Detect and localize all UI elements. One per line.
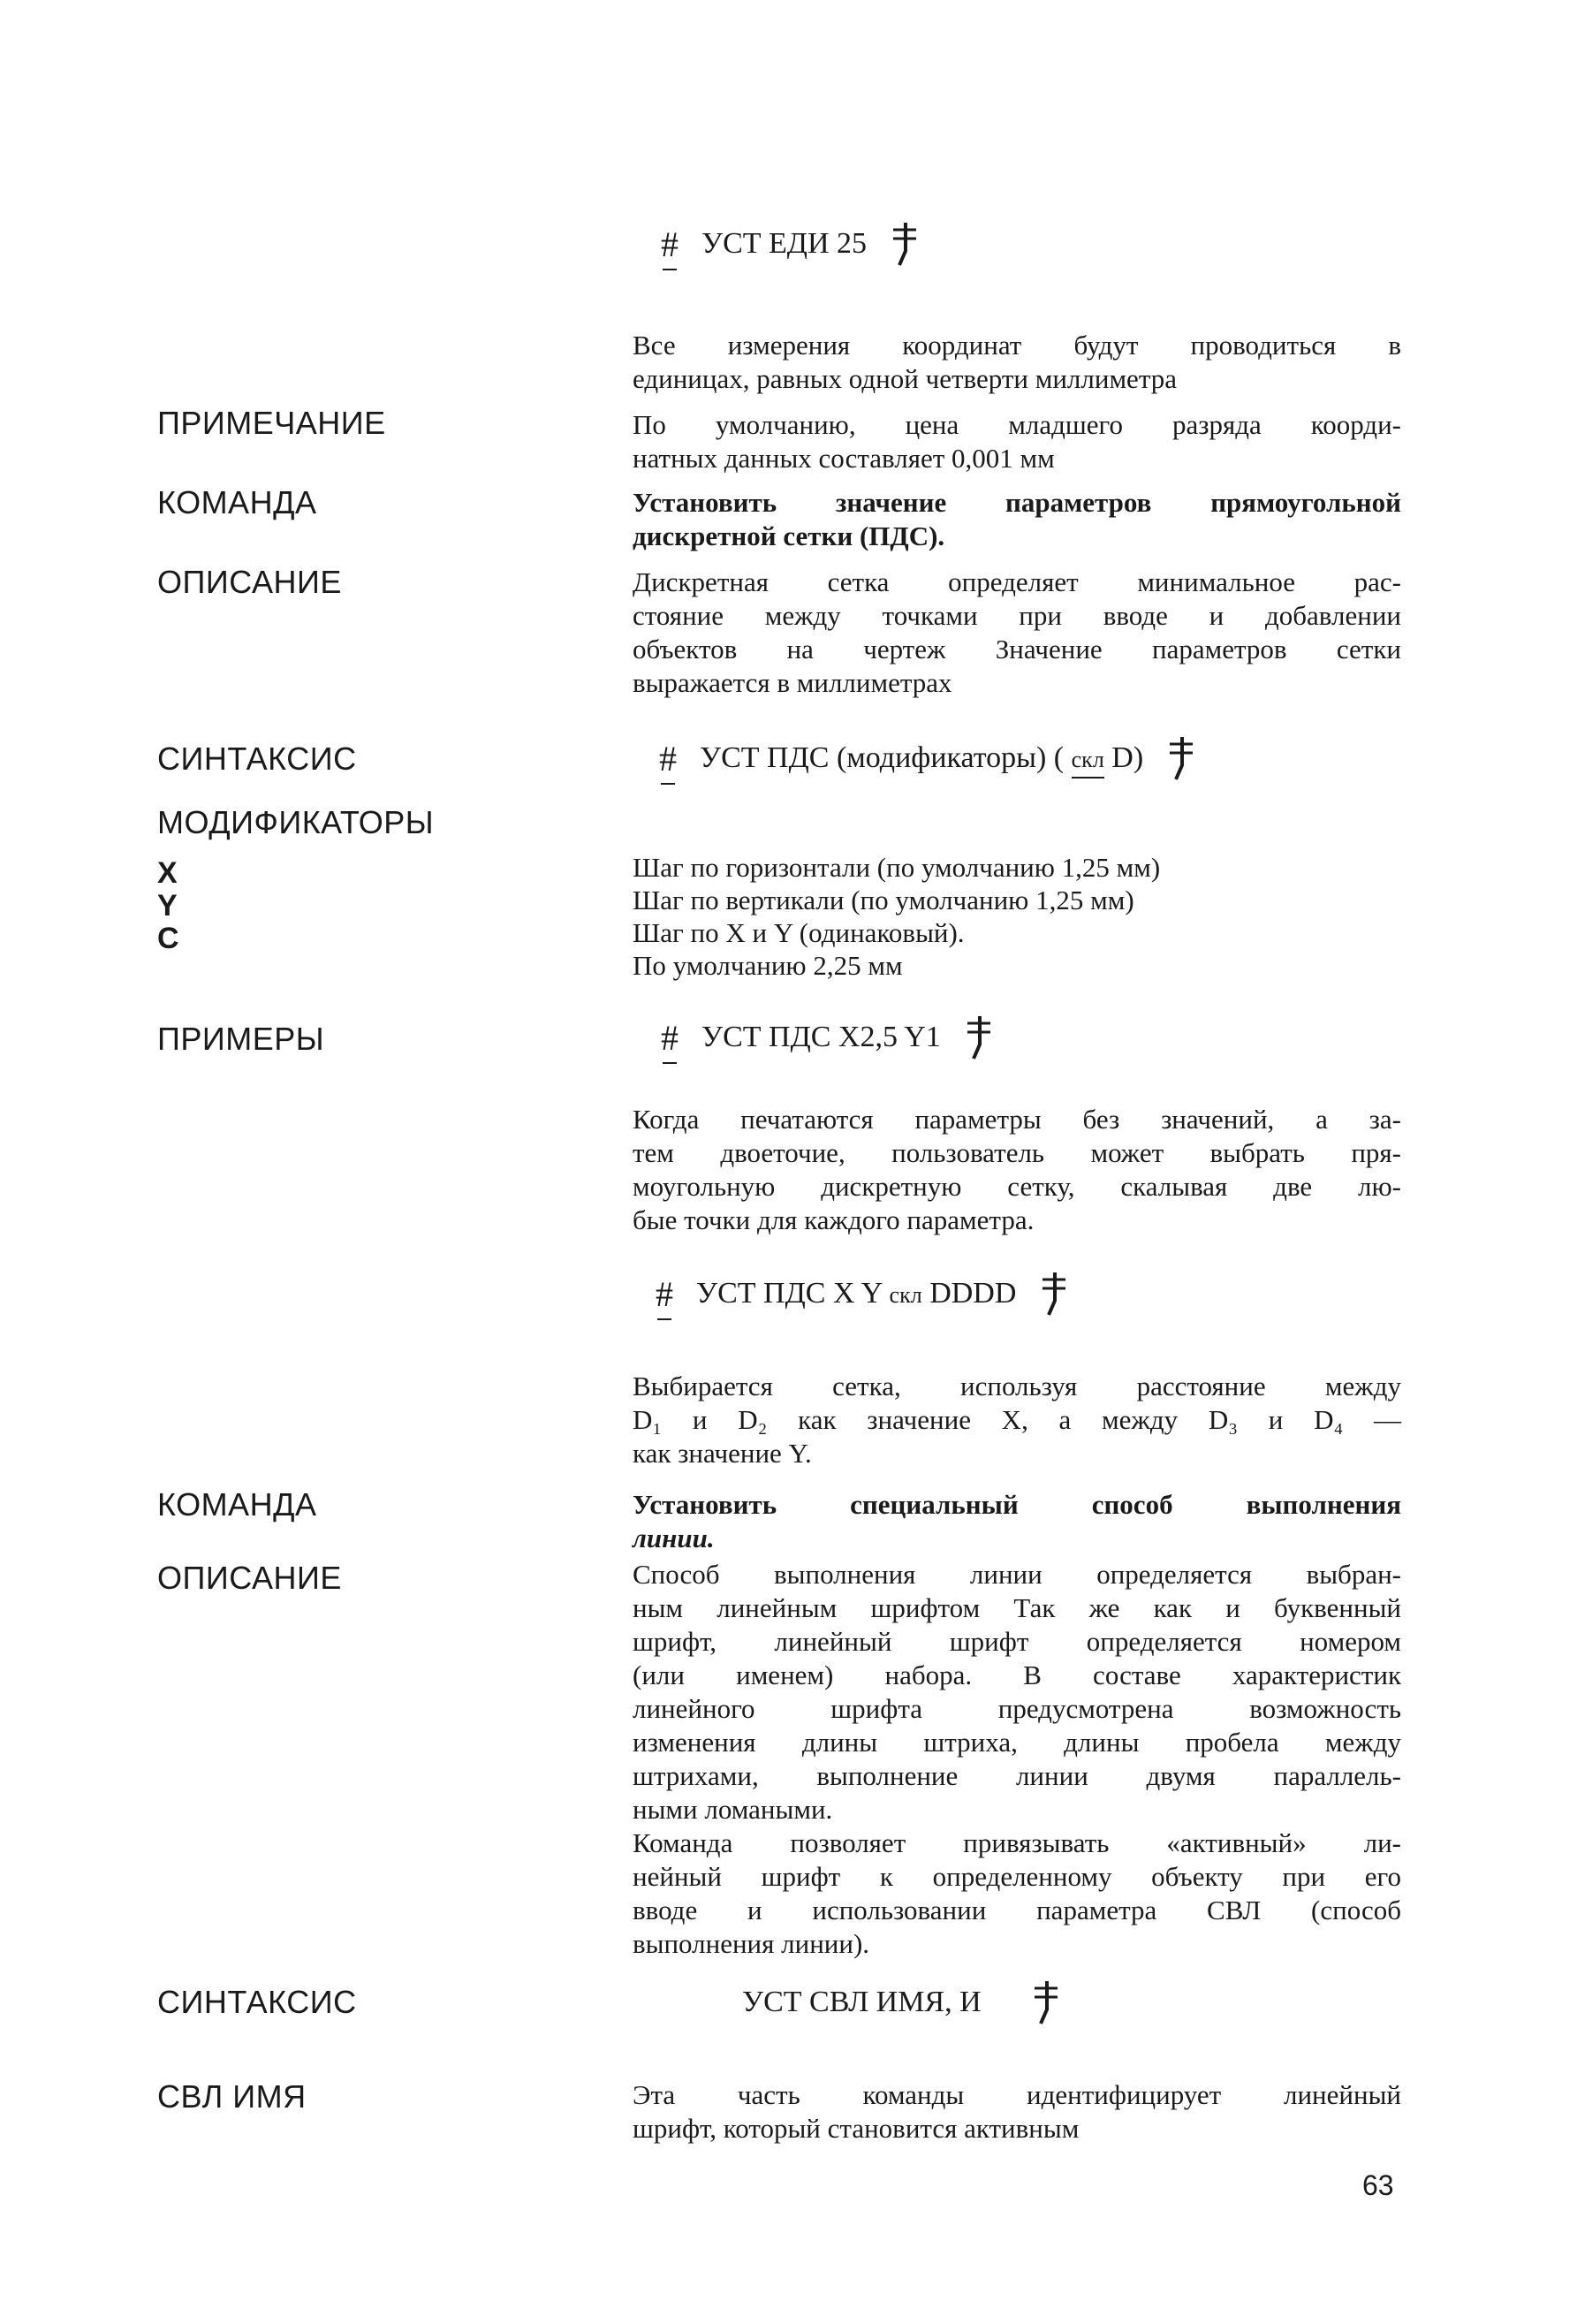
command-text: УСТ ПДС (модификаторы) ( скл D) [700,741,1144,774]
label-syntax-2: СИНТАКСИС [157,1984,357,2020]
label-command-2: КОМАНДА [157,1486,317,1523]
label-modifiers: МОДИФИКАТОРЫ [157,804,435,840]
label-description-2: ОПИСАНИЕ [157,1560,342,1596]
paragraph-units: Все измерения координат будут проводиться в единицах, равных одной четверти миллиметра [633,330,1401,394]
paragraph-description-svl: Способ выполнения линии определяется выбран- ным линейным шрифтом Так же как и буквенный шрифт, линейный шрифт определяется номером (или именем) набора. В составе характеристик линейного шрифта предусмотрена возможность изменения длины штриха, длины пробела между штрихами, выполнение линии двумя параллель- ными ломаными. Команда позволяет привязывать «активный» ли- нейный шрифт к определенному объекту при его вводе и использовании параметра СВЛ (способ выполнения линии). [633,1559,1401,1959]
modifier-y: Y [157,889,178,923]
hash-symbol: # [659,738,677,778]
command-text: УСТ ПДС X2,5 Y1 [701,1021,941,1053]
paragraph-note: По умолчанию, цена младшего разряда коорди- натных данных составляет 0,001 мм [633,409,1401,474]
command-syntax-svl [742,1979,1061,2025]
paragraph-command-pds: Установить значение параметров прямоугольной дискретной сетки (ПДС). [633,487,1401,551]
command-text: УСТ СВЛ ИМЯ, И [742,1986,982,2018]
command-syntax-pds [659,735,1196,781]
terminator-icon [1166,735,1196,781]
paragraph-example-1: Когда печатаются параметры без значений, а за- тем двоеточие, пользователь может выбрать пря- моугольную дискретную сетку, скалывая две лю- бые точки для каждого параметра. [633,1104,1401,1235]
paragraph-svl-name: Эта часть команды идентифицирует линейный шрифт, который становится активным [633,2079,1401,2144]
label-examples: ПРИМЕРЫ [157,1021,325,1057]
hash-symbol: # [661,1017,679,1058]
paragraph-example-2: Выбирается сетка, используя расстояние между D₁ и D₂ как значение X, а между D₃ и D₄ — как значение Y. [633,1371,1401,1469]
paragraph-description-pds: Дискретная сетка определяет минимальное рас- стояние между точками при вводе и добавлении объектов на чертеж Значение параметров сетки выражается в миллиметрах [633,566,1401,698]
label-command-1: КОМАНДА [157,484,317,520]
paragraph-command-svl: Установить специальный способ выполнения линии. [633,1489,1401,1553]
modifier-c: C [157,922,179,955]
label-note: ПРИМЕЧАНИЕ [157,405,386,441]
command-example-1 [661,1014,994,1060]
page-number: 63 [1362,2169,1394,2201]
paragraph-modifiers: Шаг по горизонтали (по умолчанию 1,25 мм) Шаг по вертикали (по умолчанию 1,25 мм) Шаг по X и Y (одинаковый). По умолчанию 2,25 мм [633,852,1161,981]
hash-symbol: # [661,224,679,264]
label-svl-name: СВЛ ИМЯ [157,2078,307,2115]
hash-symbol: # [656,1273,673,1314]
terminator-icon [1039,1271,1069,1317]
command-text: УСТ ПДС X Y скл DDDD [696,1277,1017,1310]
terminator-icon [964,1014,994,1060]
label-syntax-1: СИНТАКСИС [157,740,357,777]
modifier-x: X [157,856,178,890]
terminator-icon [1031,1979,1061,2025]
command-example-2 [656,1271,1069,1317]
label-description-1: ОПИСАНИЕ [157,564,342,600]
terminator-icon [890,221,920,267]
command-text: УСТ ЕДИ 25 [701,227,868,260]
command-ust-edi [661,221,920,267]
